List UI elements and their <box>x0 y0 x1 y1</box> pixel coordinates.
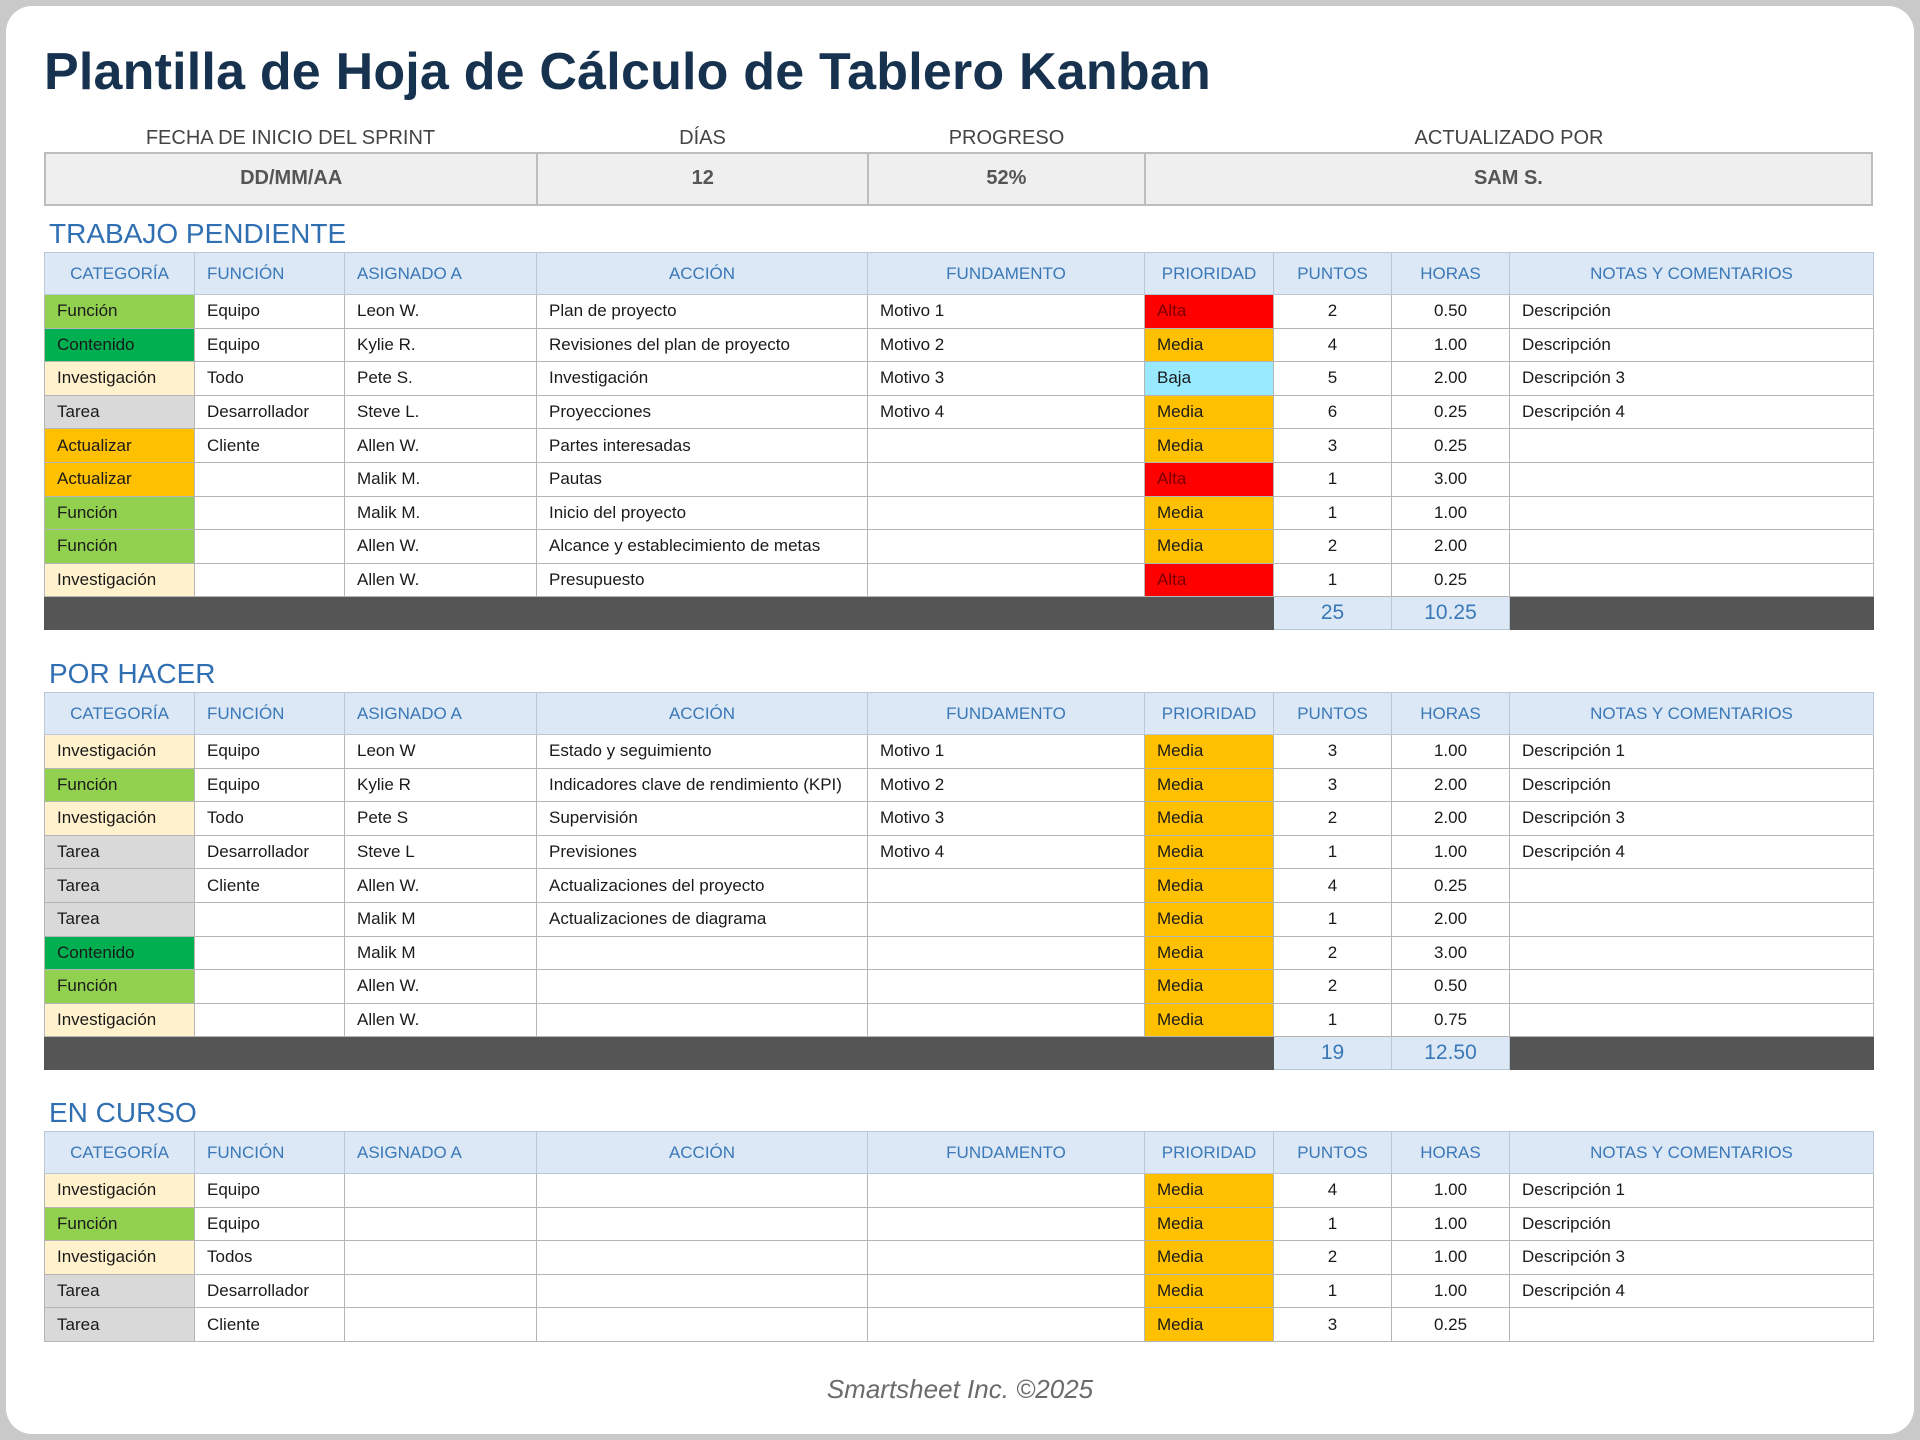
cell-function[interactable]: Equipo <box>195 328 345 362</box>
cell-category[interactable]: Función <box>45 1207 195 1241</box>
cell-priority[interactable]: Alta <box>1145 295 1274 329</box>
cell-hours[interactable]: 0.25 <box>1392 869 1510 903</box>
cell-points[interactable]: 1 <box>1274 1274 1392 1308</box>
cell-action[interactable]: Inicio del proyecto <box>537 496 868 530</box>
column-header-assigned-to[interactable]: ASIGNADO A <box>345 693 537 735</box>
cell-action[interactable] <box>537 1207 868 1241</box>
column-header-points[interactable]: PUNTOS <box>1274 693 1392 735</box>
footer-copyright: Smartsheet Inc. ©2025 <box>826 1374 1094 1404</box>
cell-function[interactable] <box>195 936 345 970</box>
cell-assigned-to[interactable]: Pete S. <box>345 362 537 396</box>
cell-rationale[interactable]: Motivo 3 <box>868 362 1145 396</box>
cell-points[interactable]: 3 <box>1274 768 1392 802</box>
cell-rationale[interactable] <box>868 1207 1145 1241</box>
cell-notes[interactable] <box>1510 936 1874 970</box>
cell-hours[interactable]: 0.25 <box>1392 429 1510 463</box>
cell-notes[interactable] <box>1510 1003 1874 1037</box>
cell-notes[interactable] <box>1510 902 1874 936</box>
cell-action[interactable]: Revisiones del plan de proyecto <box>537 328 868 362</box>
cell-priority[interactable]: Media <box>1145 328 1274 362</box>
cell-assigned-to[interactable]: Malik M <box>345 936 537 970</box>
cell-category[interactable]: Tarea <box>45 835 195 869</box>
sprint-start-value[interactable]: DD/MM/AA <box>46 154 538 204</box>
cell-rationale[interactable] <box>868 563 1145 597</box>
cell-assigned-to[interactable]: Allen W. <box>345 970 537 1004</box>
cell-points[interactable]: 1 <box>1274 496 1392 530</box>
cell-function[interactable]: Equipo <box>195 1207 345 1241</box>
cell-hours[interactable]: 0.25 <box>1392 1308 1510 1342</box>
cell-priority[interactable]: Media <box>1145 835 1274 869</box>
cell-priority[interactable]: Media <box>1145 1174 1274 1208</box>
cell-hours[interactable]: 2.00 <box>1392 530 1510 564</box>
column-header-hours[interactable]: HORAS <box>1392 1132 1510 1174</box>
cell-assigned-to[interactable]: Malik M. <box>345 496 537 530</box>
cell-function[interactable]: Cliente <box>195 1308 345 1342</box>
cell-category[interactable]: Tarea <box>45 395 195 429</box>
cell-points[interactable]: 3 <box>1274 735 1392 769</box>
cell-category[interactable]: Investigación <box>45 362 195 396</box>
cell-action[interactable] <box>537 1308 868 1342</box>
cell-hours[interactable]: 0.25 <box>1392 395 1510 429</box>
table-row <box>45 295 1874 329</box>
cell-assigned-to[interactable]: Kylie R. <box>345 328 537 362</box>
cell-hours[interactable]: 1.00 <box>1392 1207 1510 1241</box>
cell-assigned-to[interactable] <box>345 1174 537 1208</box>
cell-action[interactable]: Proyecciones <box>537 395 868 429</box>
cell-action[interactable] <box>537 1274 868 1308</box>
table-row <box>45 530 1874 564</box>
cell-priority[interactable]: Media <box>1145 530 1274 564</box>
cell-priority[interactable]: Media <box>1145 970 1274 1004</box>
cell-hours[interactable]: 0.50 <box>1392 295 1510 329</box>
totals-row <box>45 597 1874 630</box>
days-value[interactable]: 12 <box>538 154 869 204</box>
totals-spacer <box>1510 597 1874 630</box>
cell-points[interactable]: 2 <box>1274 295 1392 329</box>
section-title-trabajo-pendiente: TRABAJO PENDIENTE <box>49 218 347 249</box>
cell-action[interactable] <box>537 1003 868 1037</box>
table-row <box>45 802 1874 836</box>
cell-rationale[interactable] <box>868 1308 1145 1342</box>
table-row <box>45 1174 1874 1208</box>
cell-function[interactable]: Equipo <box>195 735 345 769</box>
cell-rationale[interactable] <box>868 869 1145 903</box>
sprint-start-label: FECHA DE INICIO DEL SPRINT <box>145 127 436 149</box>
table-row <box>45 496 1874 530</box>
cell-hours[interactable]: 3.00 <box>1392 462 1510 496</box>
column-header-rationale[interactable]: FUNDAMENTO <box>868 1132 1145 1174</box>
column-header-hours[interactable]: HORAS <box>1392 693 1510 735</box>
cell-function[interactable] <box>195 496 345 530</box>
table-row <box>45 1308 1874 1342</box>
table-row <box>45 936 1874 970</box>
cell-rationale[interactable] <box>868 530 1145 564</box>
cell-notes[interactable] <box>1510 563 1874 597</box>
cell-action[interactable]: Alcance y establecimiento de metas <box>537 530 868 564</box>
cell-notes[interactable]: Descripción <box>1510 768 1874 802</box>
cell-hours[interactable]: 2.00 <box>1392 362 1510 396</box>
table-row <box>45 395 1874 429</box>
totals-spacer <box>45 597 1274 630</box>
cell-hours[interactable]: 1.00 <box>1392 1274 1510 1308</box>
column-header-hours[interactable]: HORAS <box>1392 253 1510 295</box>
cell-priority[interactable]: Media <box>1145 802 1274 836</box>
cell-category[interactable]: Tarea <box>45 1274 195 1308</box>
cell-rationale[interactable]: Motivo 4 <box>868 835 1145 869</box>
table-row <box>45 328 1874 362</box>
cell-rationale[interactable] <box>868 1174 1145 1208</box>
table-row <box>45 563 1874 597</box>
cell-function[interactable] <box>195 970 345 1004</box>
column-header-function[interactable]: FUNCIÓN <box>195 693 345 735</box>
cell-points[interactable]: 3 <box>1274 1308 1392 1342</box>
cell-assigned-to[interactable]: Allen W. <box>345 429 537 463</box>
cell-assigned-to[interactable]: Leon W <box>345 735 537 769</box>
total-hours: 12.50 <box>1392 1037 1510 1070</box>
column-header-priority[interactable]: PRIORIDAD <box>1145 1132 1274 1174</box>
cell-hours[interactable]: 1.00 <box>1392 835 1510 869</box>
cell-rationale[interactable] <box>868 1003 1145 1037</box>
cell-hours[interactable]: 1.00 <box>1392 1174 1510 1208</box>
cell-hours[interactable]: 2.00 <box>1392 902 1510 936</box>
cell-function[interactable]: Cliente <box>195 429 345 463</box>
cell-priority[interactable]: Media <box>1145 1308 1274 1342</box>
cell-points[interactable]: 4 <box>1274 869 1392 903</box>
cell-assigned-to[interactable]: Pete S <box>345 802 537 836</box>
cell-category[interactable]: Función <box>45 970 195 1004</box>
table-row <box>45 362 1874 396</box>
cell-priority[interactable]: Alta <box>1145 462 1274 496</box>
cell-rationale[interactable] <box>868 936 1145 970</box>
cell-rationale[interactable]: Motivo 1 <box>868 295 1145 329</box>
cell-action[interactable]: Presupuesto <box>537 563 868 597</box>
cell-points[interactable]: 2 <box>1274 530 1392 564</box>
cell-priority[interactable]: Media <box>1145 1003 1274 1037</box>
table-row <box>45 869 1874 903</box>
column-header-assigned-to[interactable]: ASIGNADO A <box>345 253 537 295</box>
column-header-category[interactable]: CATEGORÍA <box>45 693 195 735</box>
column-header-action[interactable]: ACCIÓN <box>537 693 868 735</box>
cell-category[interactable]: Tarea <box>45 1308 195 1342</box>
totals-row <box>45 1037 1874 1070</box>
table-row <box>45 462 1874 496</box>
cell-notes[interactable] <box>1510 429 1874 463</box>
column-header-assigned-to[interactable]: ASIGNADO A <box>345 1132 537 1174</box>
table-row <box>45 1003 1874 1037</box>
cell-action[interactable]: Actualizaciones de diagrama <box>537 902 868 936</box>
cell-function[interactable]: Todos <box>195 1241 345 1275</box>
cell-action[interactable] <box>537 1174 868 1208</box>
cell-category[interactable]: Función <box>45 496 195 530</box>
cell-notes[interactable] <box>1510 1308 1874 1342</box>
cell-function[interactable]: Todo <box>195 362 345 396</box>
cell-points[interactable]: 1 <box>1274 563 1392 597</box>
cell-points[interactable]: 1 <box>1274 462 1392 496</box>
cell-assigned-to[interactable] <box>345 1274 537 1308</box>
cell-function[interactable] <box>195 1003 345 1037</box>
cell-rationale[interactable]: Motivo 2 <box>868 768 1145 802</box>
column-header-priority[interactable]: PRIORIDAD <box>1145 693 1274 735</box>
table-row <box>45 835 1874 869</box>
cell-action[interactable]: Supervisión <box>537 802 868 836</box>
table-row <box>45 735 1874 769</box>
cell-assigned-to[interactable]: Allen W. <box>345 869 537 903</box>
table-por-hacer <box>44 692 1874 1070</box>
cell-category[interactable]: Función <box>45 295 195 329</box>
cell-priority[interactable]: Media <box>1145 936 1274 970</box>
column-header-category[interactable]: CATEGORÍA <box>45 1132 195 1174</box>
cell-function[interactable]: Desarrollador <box>195 395 345 429</box>
cell-rationale[interactable]: Motivo 2 <box>868 328 1145 362</box>
cell-points[interactable]: 3 <box>1274 429 1392 463</box>
cell-category[interactable]: Investigación <box>45 1003 195 1037</box>
cell-points[interactable]: 2 <box>1274 936 1392 970</box>
cell-notes[interactable]: Descripción 4 <box>1510 1274 1874 1308</box>
totals-spacer <box>1510 1037 1874 1070</box>
cell-action[interactable]: Plan de proyecto <box>537 295 868 329</box>
cell-points[interactable]: 1 <box>1274 902 1392 936</box>
cell-priority[interactable]: Alta <box>1145 563 1274 597</box>
cell-notes[interactable]: Descripción 3 <box>1510 1241 1874 1275</box>
cell-assigned-to[interactable]: Allen W. <box>345 530 537 564</box>
column-header-rationale[interactable]: FUNDAMENTO <box>868 253 1145 295</box>
cell-points[interactable]: 2 <box>1274 970 1392 1004</box>
cell-priority[interactable]: Media <box>1145 869 1274 903</box>
cell-hours[interactable]: 0.25 <box>1392 563 1510 597</box>
cell-action[interactable]: Indicadores clave de rendimiento (KPI) <box>537 768 868 802</box>
cell-rationale[interactable]: Motivo 4 <box>868 395 1145 429</box>
column-header-action[interactable]: ACCIÓN <box>537 1132 868 1174</box>
column-header-category[interactable]: CATEGORÍA <box>45 253 195 295</box>
cell-hours[interactable]: 0.50 <box>1392 970 1510 1004</box>
cell-priority[interactable]: Media <box>1145 1207 1274 1241</box>
cell-action[interactable]: Pautas <box>537 462 868 496</box>
cell-category[interactable]: Investigación <box>45 735 195 769</box>
table-row <box>45 902 1874 936</box>
cell-action[interactable] <box>537 936 868 970</box>
cell-notes[interactable] <box>1510 462 1874 496</box>
cell-assigned-to[interactable]: Steve L. <box>345 395 537 429</box>
cell-category[interactable]: Investigación <box>45 802 195 836</box>
cell-priority[interactable]: Media <box>1145 395 1274 429</box>
cell-priority[interactable]: Media <box>1145 1241 1274 1275</box>
cell-rationale[interactable] <box>868 970 1145 1004</box>
cell-notes[interactable] <box>1510 496 1874 530</box>
cell-assigned-to[interactable] <box>345 1308 537 1342</box>
cell-category[interactable]: Investigación <box>45 1241 195 1275</box>
cell-points[interactable]: 1 <box>1274 1207 1392 1241</box>
cell-function[interactable]: Desarrollador <box>195 1274 345 1308</box>
cell-points[interactable]: 4 <box>1274 1174 1392 1208</box>
cell-assigned-to[interactable] <box>345 1207 537 1241</box>
cell-category[interactable]: Tarea <box>45 869 195 903</box>
table-row <box>45 970 1874 1004</box>
cell-rationale[interactable] <box>868 496 1145 530</box>
cell-priority[interactable]: Media <box>1145 1274 1274 1308</box>
cell-action[interactable]: Estado y seguimiento <box>537 735 868 769</box>
cell-hours[interactable]: 1.00 <box>1392 496 1510 530</box>
cell-hours[interactable]: 3.00 <box>1392 936 1510 970</box>
cell-function[interactable] <box>195 902 345 936</box>
cell-function[interactable]: Equipo <box>195 768 345 802</box>
cell-notes[interactable]: Descripción 4 <box>1510 395 1874 429</box>
table-row <box>45 1241 1874 1275</box>
cell-hours[interactable]: 0.75 <box>1392 1003 1510 1037</box>
table-row <box>45 1274 1874 1308</box>
table-en-curso <box>44 1131 1874 1342</box>
table-header-row <box>45 253 1874 295</box>
column-header-function[interactable]: FUNCIÓN <box>195 1132 345 1174</box>
cell-notes[interactable]: Descripción 3 <box>1510 802 1874 836</box>
cell-points[interactable]: 2 <box>1274 1241 1392 1275</box>
table-row <box>45 1207 1874 1241</box>
days-label: DÍAS <box>679 127 726 149</box>
cell-priority[interactable]: Media <box>1145 768 1274 802</box>
cell-action[interactable]: Previsiones <box>537 835 868 869</box>
table-trabajo-pendiente <box>44 252 1874 630</box>
cell-hours[interactable]: 2.00 <box>1392 768 1510 802</box>
cell-category[interactable]: Contenido <box>45 936 195 970</box>
cell-assigned-to[interactable]: Malik M. <box>345 462 537 496</box>
cell-function[interactable]: Equipo <box>195 1174 345 1208</box>
cell-notes[interactable] <box>1510 530 1874 564</box>
cell-assigned-to[interactable]: Leon W. <box>345 295 537 329</box>
cell-category[interactable]: Actualizar <box>45 429 195 463</box>
cell-hours[interactable]: 1.00 <box>1392 1241 1510 1275</box>
cell-notes[interactable] <box>1510 869 1874 903</box>
cell-points[interactable]: 1 <box>1274 1003 1392 1037</box>
cell-priority[interactable]: Media <box>1145 429 1274 463</box>
cell-function[interactable] <box>195 462 345 496</box>
cell-assigned-to[interactable]: Kylie R <box>345 768 537 802</box>
column-header-rationale[interactable]: FUNDAMENTO <box>868 693 1145 735</box>
cell-rationale[interactable]: Motivo 3 <box>868 802 1145 836</box>
cell-points[interactable]: 5 <box>1274 362 1392 396</box>
cell-function[interactable]: Todo <box>195 802 345 836</box>
cell-notes[interactable] <box>1510 970 1874 1004</box>
cell-rationale[interactable] <box>868 1274 1145 1308</box>
cell-hours[interactable]: 1.00 <box>1392 735 1510 769</box>
section-title-por-hacer: POR HACER <box>49 658 216 689</box>
cell-priority[interactable]: Baja <box>1145 362 1274 396</box>
cell-category[interactable]: Función <box>45 530 195 564</box>
updated-by-value[interactable]: SAM S. <box>1146 154 1873 204</box>
cell-points[interactable]: 1 <box>1274 835 1392 869</box>
table-header-row <box>45 1132 1874 1174</box>
total-points: 25 <box>1274 597 1392 630</box>
updated-by-label: ACTUALIZADO POR <box>1414 127 1604 149</box>
cell-points[interactable]: 2 <box>1274 802 1392 836</box>
cell-rationale[interactable] <box>868 462 1145 496</box>
cell-action[interactable] <box>537 1241 868 1275</box>
table-row <box>45 768 1874 802</box>
cell-hours[interactable]: 1.00 <box>1392 328 1510 362</box>
column-header-notes[interactable]: NOTAS Y COMENTARIOS <box>1510 1132 1874 1174</box>
total-points: 19 <box>1274 1037 1392 1070</box>
column-header-points[interactable]: PUNTOS <box>1274 1132 1392 1174</box>
cell-points[interactable]: 4 <box>1274 328 1392 362</box>
cell-notes[interactable]: Descripción <box>1510 295 1874 329</box>
column-header-action[interactable]: ACCIÓN <box>537 253 868 295</box>
cell-priority[interactable]: Media <box>1145 902 1274 936</box>
cell-category[interactable]: Investigación <box>45 563 195 597</box>
cell-action[interactable]: Actualizaciones del proyecto <box>537 869 868 903</box>
page-title: Plantilla de Hoja de Cálculo de Tablero Kanban <box>44 43 1211 101</box>
column-header-function[interactable]: FUNCIÓN <box>195 253 345 295</box>
cell-notes[interactable]: Descripción 1 <box>1510 1174 1874 1208</box>
cell-notes[interactable]: Descripción 3 <box>1510 362 1874 396</box>
cell-points[interactable]: 6 <box>1274 395 1392 429</box>
cell-assigned-to[interactable]: Allen W. <box>345 563 537 597</box>
cell-notes[interactable]: Descripción 1 <box>1510 735 1874 769</box>
cell-category[interactable]: Contenido <box>45 328 195 362</box>
cell-function[interactable] <box>195 563 345 597</box>
cell-hours[interactable]: 2.00 <box>1392 802 1510 836</box>
cell-notes[interactable]: Descripción 4 <box>1510 835 1874 869</box>
section-title-en-curso: EN CURSO <box>49 1097 197 1128</box>
cell-assigned-to[interactable]: Malik M <box>345 902 537 936</box>
cell-assigned-to[interactable]: Steve L <box>345 835 537 869</box>
cell-action[interactable]: Partes interesadas <box>537 429 868 463</box>
cell-priority[interactable]: Media <box>1145 735 1274 769</box>
cell-priority[interactable]: Media <box>1145 496 1274 530</box>
cell-notes[interactable]: Descripción <box>1510 1207 1874 1241</box>
cell-action[interactable] <box>537 970 868 1004</box>
sprint-summary <box>44 124 1873 206</box>
cell-category[interactable]: Actualizar <box>45 462 195 496</box>
cell-action[interactable]: Investigación <box>537 362 868 396</box>
cell-assigned-to[interactable]: Allen W. <box>345 1003 537 1037</box>
cell-notes[interactable]: Descripción <box>1510 328 1874 362</box>
column-header-notes[interactable]: NOTAS Y COMENTARIOS <box>1510 693 1874 735</box>
cell-function[interactable]: Cliente <box>195 869 345 903</box>
cell-category[interactable]: Investigación <box>45 1174 195 1208</box>
cell-function[interactable] <box>195 530 345 564</box>
table-header-row <box>45 693 1874 735</box>
cell-rationale[interactable] <box>868 902 1145 936</box>
totals-spacer <box>45 1037 1274 1070</box>
cell-function[interactable]: Equipo <box>195 295 345 329</box>
column-header-points[interactable]: PUNTOS <box>1274 253 1392 295</box>
cell-category[interactable]: Función <box>45 768 195 802</box>
cell-rationale[interactable]: Motivo 1 <box>868 735 1145 769</box>
total-hours: 10.25 <box>1392 597 1510 630</box>
progress-value[interactable]: 52% <box>869 154 1146 204</box>
cell-category[interactable]: Tarea <box>45 902 195 936</box>
cell-rationale[interactable] <box>868 1241 1145 1275</box>
progress-label: PROGRESO <box>948 127 1065 149</box>
column-header-priority[interactable]: PRIORIDAD <box>1145 253 1274 295</box>
cell-rationale[interactable] <box>868 429 1145 463</box>
cell-assigned-to[interactable] <box>345 1241 537 1275</box>
column-header-notes[interactable]: NOTAS Y COMENTARIOS <box>1510 253 1874 295</box>
table-row <box>45 429 1874 463</box>
cell-function[interactable]: Desarrollador <box>195 835 345 869</box>
